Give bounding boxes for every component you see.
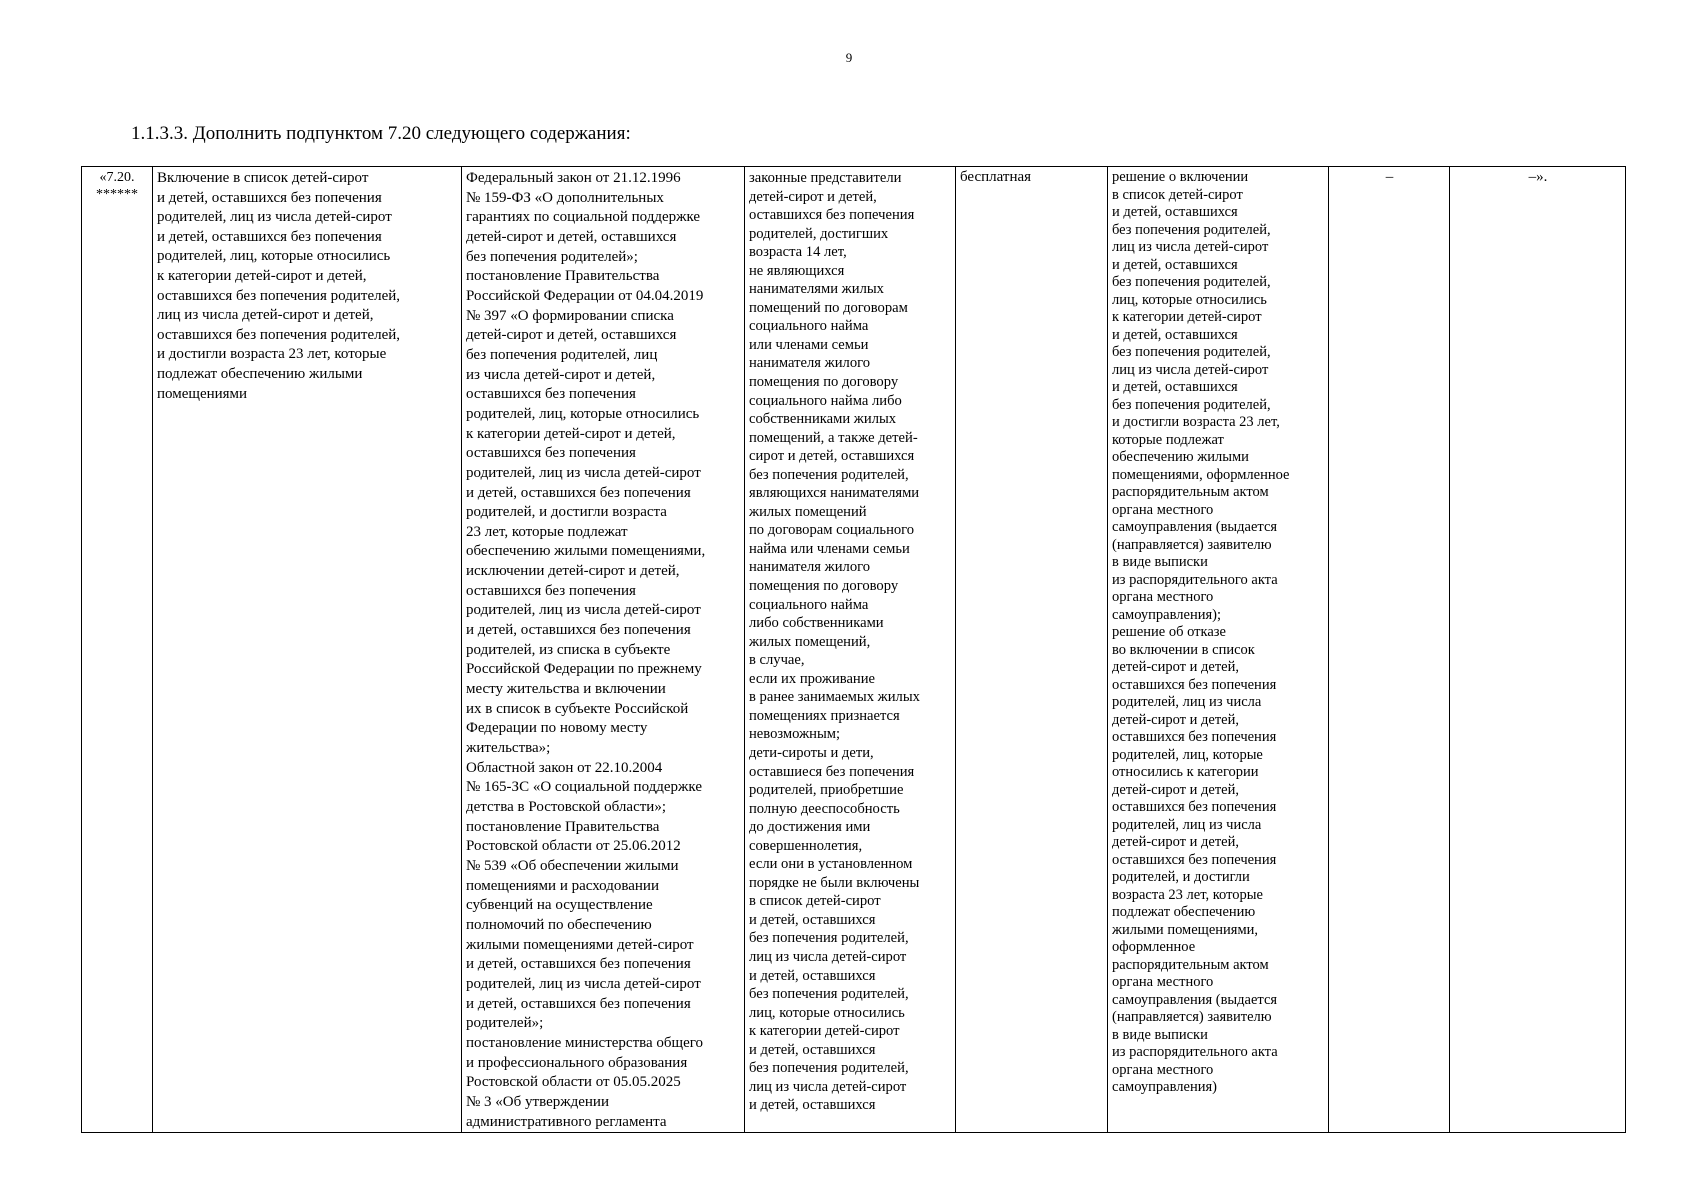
table-row: [82, 167, 1626, 1133]
fee-cell: бесплатная: [956, 167, 1108, 1133]
section-heading: 1.1.3.3. Дополнить подпунктом 7.20 следующего содержания:: [131, 123, 631, 144]
page-number: 9: [845, 50, 853, 65]
legal-basis-cell: Федеральный закон от 21.12.1996 № 159-ФЗ «О дополнительных гарантиях по социальной поддержке детей-сирот и детей, оставшихся без попечения родителей»; постановление Правительства Российской Федерации от 04.04.2019 № 397 «О формировании списка детей-сирот и детей, оставшихся без попечения родителей, лиц из числа детей-сирот и детей, оставшихся без попечения родителей, лиц, которые относились к категории детей-сирот и детей, оставшихся без попечения родителей, лиц из числа детей-сирот и детей, оставшихся без попечения родителей, и достигли возраста 23 лет, которые подлежат обеспечению жилыми помещениями, исключении детей-сирот и детей, оставшихся без попечения родителей, лиц из числа детей-сирот и детей, оставшихся без попечения родителей, из списка в субъекте Российской Федерации по прежнему месту жительства и включении их в список в субъекте Российской Федерации по новому месту жительства»; Областной закон от 22.10.2004 № 165-ЗС «О социальной поддержке детства в Ростовской области»; постановление Правительства Ростовской области от 25.06.2012 № 539 «Об обеспечении жилыми помещениями и расходовании субвенций на осуществление полномочий по обеспечению жилыми помещениями детей-сирот и детей, оставшихся без попечения родителей, лиц из числа детей-сирот и детей, оставшихся без попечения родителей»; постановление министерства общего и профессионального образования Ростовской области от 05.05.2025 № 3 «Об утверждении административного регламента: [462, 167, 745, 1133]
dash-cell: –: [1329, 167, 1450, 1133]
applicants-cell: законные представители детей-сирот и детей, оставшихся без попечения родителей, достигших возраста 14 лет, не являющихся нанимателями жилых помещений по договорам социального найма или членами семьи нанимателя жилого помещения по договору социального найма либо собственниками жилых помещений, а также детей- сирот и детей, оставшихся без попечения родителей, являющихся нанимателями жилых помещений по договорам социального найма или членами семьи нанимателя жилого помещения по договору социального найма либо собственниками жилых помещений, в случае, если их проживание в ранее занимаемых жилых помещениях признается невозможным; дети-сироты и дети, оставшиеся без попечения родителей, приобретшие полную дееспособность до достижения ими совершеннолетия, если они в установленном порядке не были включены в список детей-сирот и детей, оставшихся без попечения родителей, лиц из числа детей-сирот и детей, оставшихся без попечения родителей, лиц, которые относились к категории детей-сирот и детей, оставшихся без попечения родителей, лиц из числа детей-сирот и детей, оставшихся: [745, 167, 956, 1133]
item-number: «7.20. ******: [82, 167, 153, 1133]
service-name-cell: Включение в список детей-сирот и детей, оставшихся без попечения родителей, лиц из числа детей-сирот и детей, оставшихся без попечения родителей, лиц, которые относились к категории детей-сирот и детей, оставшихся без попечения родителей, лиц из числа детей-сирот и детей, оставшихся без попечения родителей, и достигли возраста 23 лет, которые подлежат обеспечению жилыми помещениями: [153, 167, 462, 1133]
services-table: [81, 166, 1626, 1133]
closing-dash-cell: –».: [1450, 167, 1626, 1133]
result-cell: решение о включении в список детей-сирот и детей, оставшихся без попечения родителей, лиц из числа детей-сирот и детей, оставшихся без попечения родителей, лиц, которые относились к категории детей-сирот и детей, оставшихся без попечения родителей, лиц из числа детей-сирот и детей, оставшихся без попечения родителей, и достигли возраста 23 лет, которые подлежат обеспечению жилыми помещениями, оформленное распорядительным актом органа местного самоуправления (выдается (направляется) заявителю в виде выписки из распорядительного акта органа местного самоуправления); решение об отказе во включении в список детей-сирот и детей, оставшихся без попечения родителей, лиц из числа детей-сирот и детей, оставшихся без попечения родителей, лиц, которые относились к категории детей-сирот и детей, оставшихся без попечения родителей, лиц из числа детей-сирот и детей, оставшихся без попечения родителей, и достигли возраста 23 лет, которые подлежат обеспечению жилыми помещениями, оформленное распорядительным актом органа местного самоуправления (выдается (направляется) заявителю в виде выписки из распорядительного акта органа местного самоуправления): [1108, 167, 1329, 1133]
